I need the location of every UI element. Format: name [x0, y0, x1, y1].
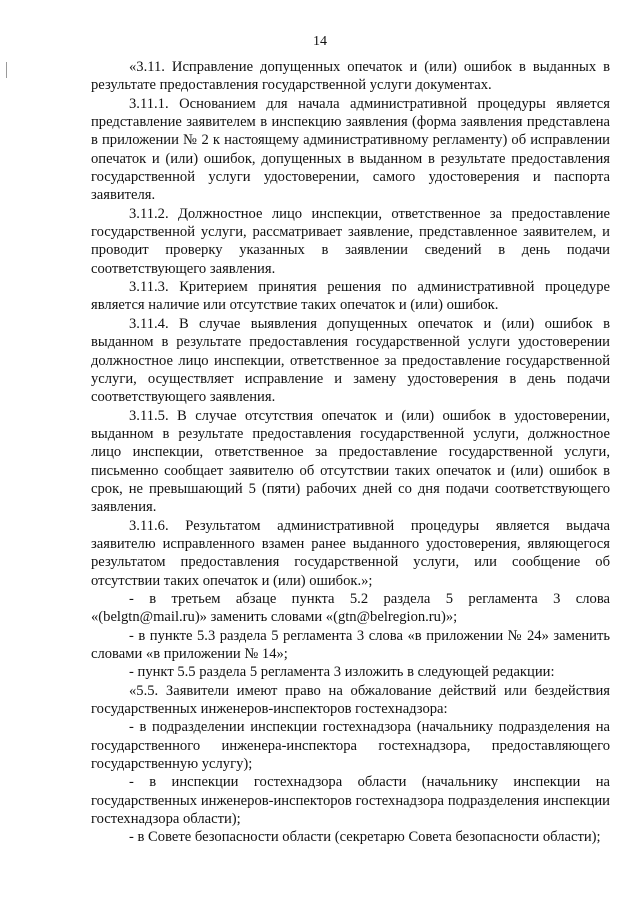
- list-item-security-council: - в Совете безопасности области (секретарю Совета безопасности области);: [129, 829, 601, 846]
- paragraph-3-11-6: 3.11.6. Результатом административной процедуры является выдача заявителю исправленного взамен ранее выданного удостоверения, являющегося результатом предоставления государственной услуги, или сообщение об отсутствии таких опечаток и (или) ошибок.»;: [91, 517, 610, 589]
- document-body: [91, 58, 610, 847]
- paragraph-3-11-5: 3.11.5. В случае отсутствия опечаток и (или) ошибок в удостоверении, выданном в результате предоставления государственной услуги, должностное лицо инспекции, ответственное за предоставление государственной услуги, письменно сообщает заявителю об отсутствии таких опечаток и (или) ошибок в срок, не превышающий 5 (пяти) рабочих дней со дня подачи соответствующего заявления.: [91, 407, 610, 516]
- paragraph-3-11-3: 3.11.3. Критерием принятия решения по административной процедуре является наличие или отсутствие таких опечаток и (или) ошибок.: [91, 279, 610, 314]
- paragraph-3-11-2: 3.11.2. Должностное лицо инспекции, ответственное за предоставление государственной услуги, рассматривает заявление, представленное заявителем, и проводит проверку указанных в заявлении сведений в день подачи соответствующего заявления.: [91, 205, 610, 277]
- section-heading-3-11: «3.11. Исправление допущенных опечаток и (или) ошибок в выданных в результате предоставления государственной услуги документах.: [91, 59, 610, 94]
- paragraph-3-11-4: 3.11.4. В случае выявления допущенных опечаток и (или) ошибок в выданном в результате предоставления государственной услуги удостоверении должностное лицо инспекции, ответственное за предоставление государственной услуги, осуществляет исправление и замену удостоверения в день подачи соответствующего заявления.: [91, 315, 610, 406]
- amendment-item-5-3: - в пункте 5.3 раздела 5 регламента 3 слова «в приложении № 24» заменить словами «в приложении № 14»;: [91, 627, 610, 662]
- page-number: 14: [313, 34, 327, 49]
- scan-margin-mark: [6, 62, 7, 78]
- paragraph-5-5: «5.5. Заявители имеют право на обжалование действий или бездействия государственных инженеров-инспекторов гостехнадзора:: [91, 682, 610, 718]
- list-item-subdivision: - в подразделении инспекции гостехнадзора (начальнику подразделения на государственного инженера-инспектора гостехнадзора, предоставляющего государственную услугу);: [91, 719, 610, 773]
- paragraph-3-11-1: 3.11.1. Основанием для начала административной процедуры является представление заявителем в инспекцию заявления (форма заявления представлена в приложении № 2 к настоящему административному регламенту) об исправлении опечаток и (или) ошибок, допущенных в выданном в результате предоставления государственной услуги удостоверении, самого удостоверения и паспорта заявителя.: [91, 95, 610, 204]
- amendment-item-5-5: - пункт 5.5 раздела 5 регламента 3 изложить в следующей редакции:: [129, 664, 555, 681]
- amendment-item-5-2: - в третьем абзаце пункта 5.2 раздела 5 регламента 3 слова «(belgtn@mail.ru)» заменить словами «(gtn@belregion.ru)»;: [91, 590, 610, 626]
- list-item-regional-inspection: - в инспекции гостехнадзора области (начальнику инспекции на государственных инженеров-инспекторов гостехнадзора подразделения инспекции гостехнадзора области);: [91, 774, 610, 828]
